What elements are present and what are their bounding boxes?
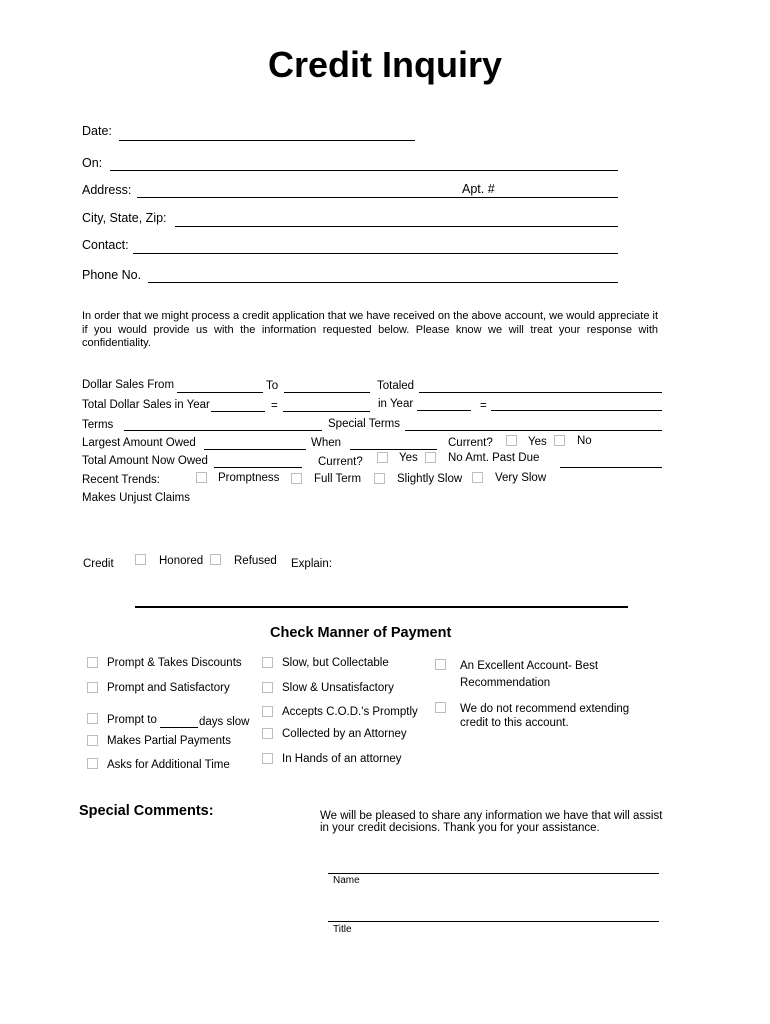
on-label: On: [82, 156, 103, 170]
yes-label-1: Yes [528, 436, 547, 448]
days-slow-label: days slow [199, 716, 250, 728]
current-question-2: Current? [318, 456, 363, 468]
prompt-to-label: Prompt to [107, 714, 157, 726]
very-slow-label: Very Slow [495, 472, 547, 484]
partial-payments-checkbox[interactable] [87, 735, 98, 746]
when-field[interactable] [350, 449, 437, 450]
dollar-sales-from-label: Dollar Sales From [82, 379, 175, 391]
city-state-zip-label: City, State, Zip: [82, 211, 167, 225]
explain-label: Explain: [291, 558, 332, 570]
recommendation-label: Recommendation [460, 677, 551, 689]
days-slow-field[interactable] [160, 727, 198, 728]
collected-attorney-label: Collected by an Attorney [282, 728, 407, 740]
in-year-label: in Year [378, 398, 414, 410]
current-yes-checkbox-2[interactable] [377, 452, 388, 463]
city-state-zip-field[interactable] [175, 226, 618, 227]
total-amount-now-owed-label: Total Amount Now Owed [82, 455, 208, 467]
prompt-to-checkbox[interactable] [87, 713, 98, 724]
equals-sign-1: = [271, 400, 278, 412]
recent-trends-label: Recent Trends: [82, 474, 160, 486]
slow-unsatisfactory-label: Slow & Unsatisfactory [282, 682, 394, 694]
prompt-satisfactory-checkbox[interactable] [87, 682, 98, 693]
credit-to-account-label: credit to this account. [460, 717, 569, 729]
additional-time-checkbox[interactable] [87, 758, 98, 769]
terms-field[interactable] [124, 430, 322, 431]
when-label: When [311, 437, 342, 449]
total-amount-now-owed-field[interactable] [214, 467, 302, 468]
excellent-account-checkbox[interactable] [435, 659, 446, 670]
credit-label: Credit [83, 558, 114, 570]
very-slow-checkbox[interactable] [472, 472, 483, 483]
totaled-field[interactable] [419, 392, 662, 393]
prompt-satisfactory-label: Prompt and Satisfactory [107, 682, 230, 694]
no-label-1: No [577, 435, 592, 447]
title-label: Title [333, 924, 352, 935]
special-terms-field[interactable] [405, 430, 662, 431]
thanks-line-2: in your credit decisions. Thank you for your assistance. [320, 822, 600, 834]
name-label: Name [333, 875, 360, 886]
to-field[interactable] [284, 392, 370, 393]
slow-collectable-label: Slow, but Collectable [282, 657, 389, 669]
largest-amount-owed-field[interactable] [204, 449, 306, 450]
refused-checkbox[interactable] [210, 554, 221, 565]
date-label: Date: [82, 124, 112, 138]
do-not-recommend-checkbox[interactable] [435, 702, 446, 713]
yes-label-2: Yes [399, 452, 418, 464]
special-comments-heading: Special Comments: [79, 803, 214, 819]
address-label: Address: [82, 183, 132, 197]
thanks-line-1: We will be pleased to share any information we have that will assist [320, 810, 663, 822]
accepts-cod-checkbox[interactable] [262, 706, 273, 717]
contact-label: Contact: [82, 238, 129, 252]
terms-label: Terms [82, 419, 114, 431]
slightly-slow-checkbox[interactable] [374, 473, 385, 484]
in-year-field[interactable] [417, 410, 471, 411]
phone-label: Phone No. [82, 268, 142, 282]
makes-unjust-claims-label: Makes Unjust Claims [82, 492, 190, 504]
refused-label: Refused [234, 555, 277, 567]
to-label: To [266, 380, 279, 392]
slow-collectable-checkbox[interactable] [262, 657, 273, 668]
prompt-takes-discounts-checkbox[interactable] [87, 657, 98, 668]
no-amt-past-due-checkbox[interactable] [425, 452, 436, 463]
accepts-cod-label: Accepts C.O.D.'s Promptly [282, 706, 418, 718]
address-field[interactable] [137, 197, 618, 198]
additional-time-label: Asks for Additional Time [107, 759, 230, 771]
date-field[interactable] [119, 140, 415, 141]
excellent-account-label: An Excellent Account- Best [460, 660, 599, 672]
do-not-recommend-label: We do not recommend extending [460, 703, 630, 715]
hands-attorney-checkbox[interactable] [262, 753, 273, 764]
no-amt-past-due-label: No Amt. Past Due [448, 452, 540, 464]
honored-label: Honored [159, 555, 204, 567]
hands-attorney-label: In Hands of an attorney [282, 753, 402, 765]
contact-field[interactable] [133, 253, 618, 254]
dollar-sales-from-field[interactable] [177, 392, 263, 393]
on-field[interactable] [110, 170, 618, 171]
full-term-checkbox[interactable] [291, 473, 302, 484]
largest-amount-owed-label: Largest Amount Owed [82, 437, 196, 449]
current-yes-checkbox-1[interactable] [506, 435, 517, 446]
sales-year-field[interactable] [211, 411, 265, 412]
promptness-label: Promptness [218, 472, 280, 484]
slightly-slow-label: Slightly Slow [397, 473, 463, 485]
partial-payments-label: Makes Partial Payments [107, 735, 231, 747]
current-no-checkbox-1[interactable] [554, 435, 565, 446]
payment-heading: Check Manner of Payment [270, 625, 452, 641]
promptness-checkbox[interactable] [196, 472, 207, 483]
prompt-takes-discounts-label: Prompt & Takes Discounts [107, 657, 242, 669]
full-term-label: Full Term [314, 473, 362, 485]
in-year-total-field[interactable] [491, 410, 662, 411]
sales-year-total-field[interactable] [283, 411, 370, 412]
name-field[interactable] [328, 873, 659, 874]
page-title: Credit Inquiry [267, 44, 503, 85]
equals-sign-2: = [480, 400, 487, 412]
current-question-1: Current? [448, 437, 493, 449]
intro-paragraph: In order that we might process a credit application that we have received on the above account, we would appreciate it if you would provide us with the information requested below. Please know we will treat your response with confidentiality. [82, 310, 659, 349]
special-terms-label: Special Terms [328, 418, 401, 430]
honored-checkbox[interactable] [135, 554, 146, 565]
explain-field[interactable] [135, 606, 628, 608]
total-dollar-sales-label: Total Dollar Sales in Year [82, 399, 210, 411]
title-field[interactable] [328, 921, 659, 922]
collected-attorney-checkbox[interactable] [262, 728, 273, 739]
totaled-label: Totaled [377, 380, 415, 392]
phone-field[interactable] [148, 282, 618, 283]
past-due-field[interactable] [560, 467, 662, 468]
apt-label: Apt. # [462, 182, 495, 196]
slow-unsatisfactory-checkbox[interactable] [262, 682, 273, 693]
